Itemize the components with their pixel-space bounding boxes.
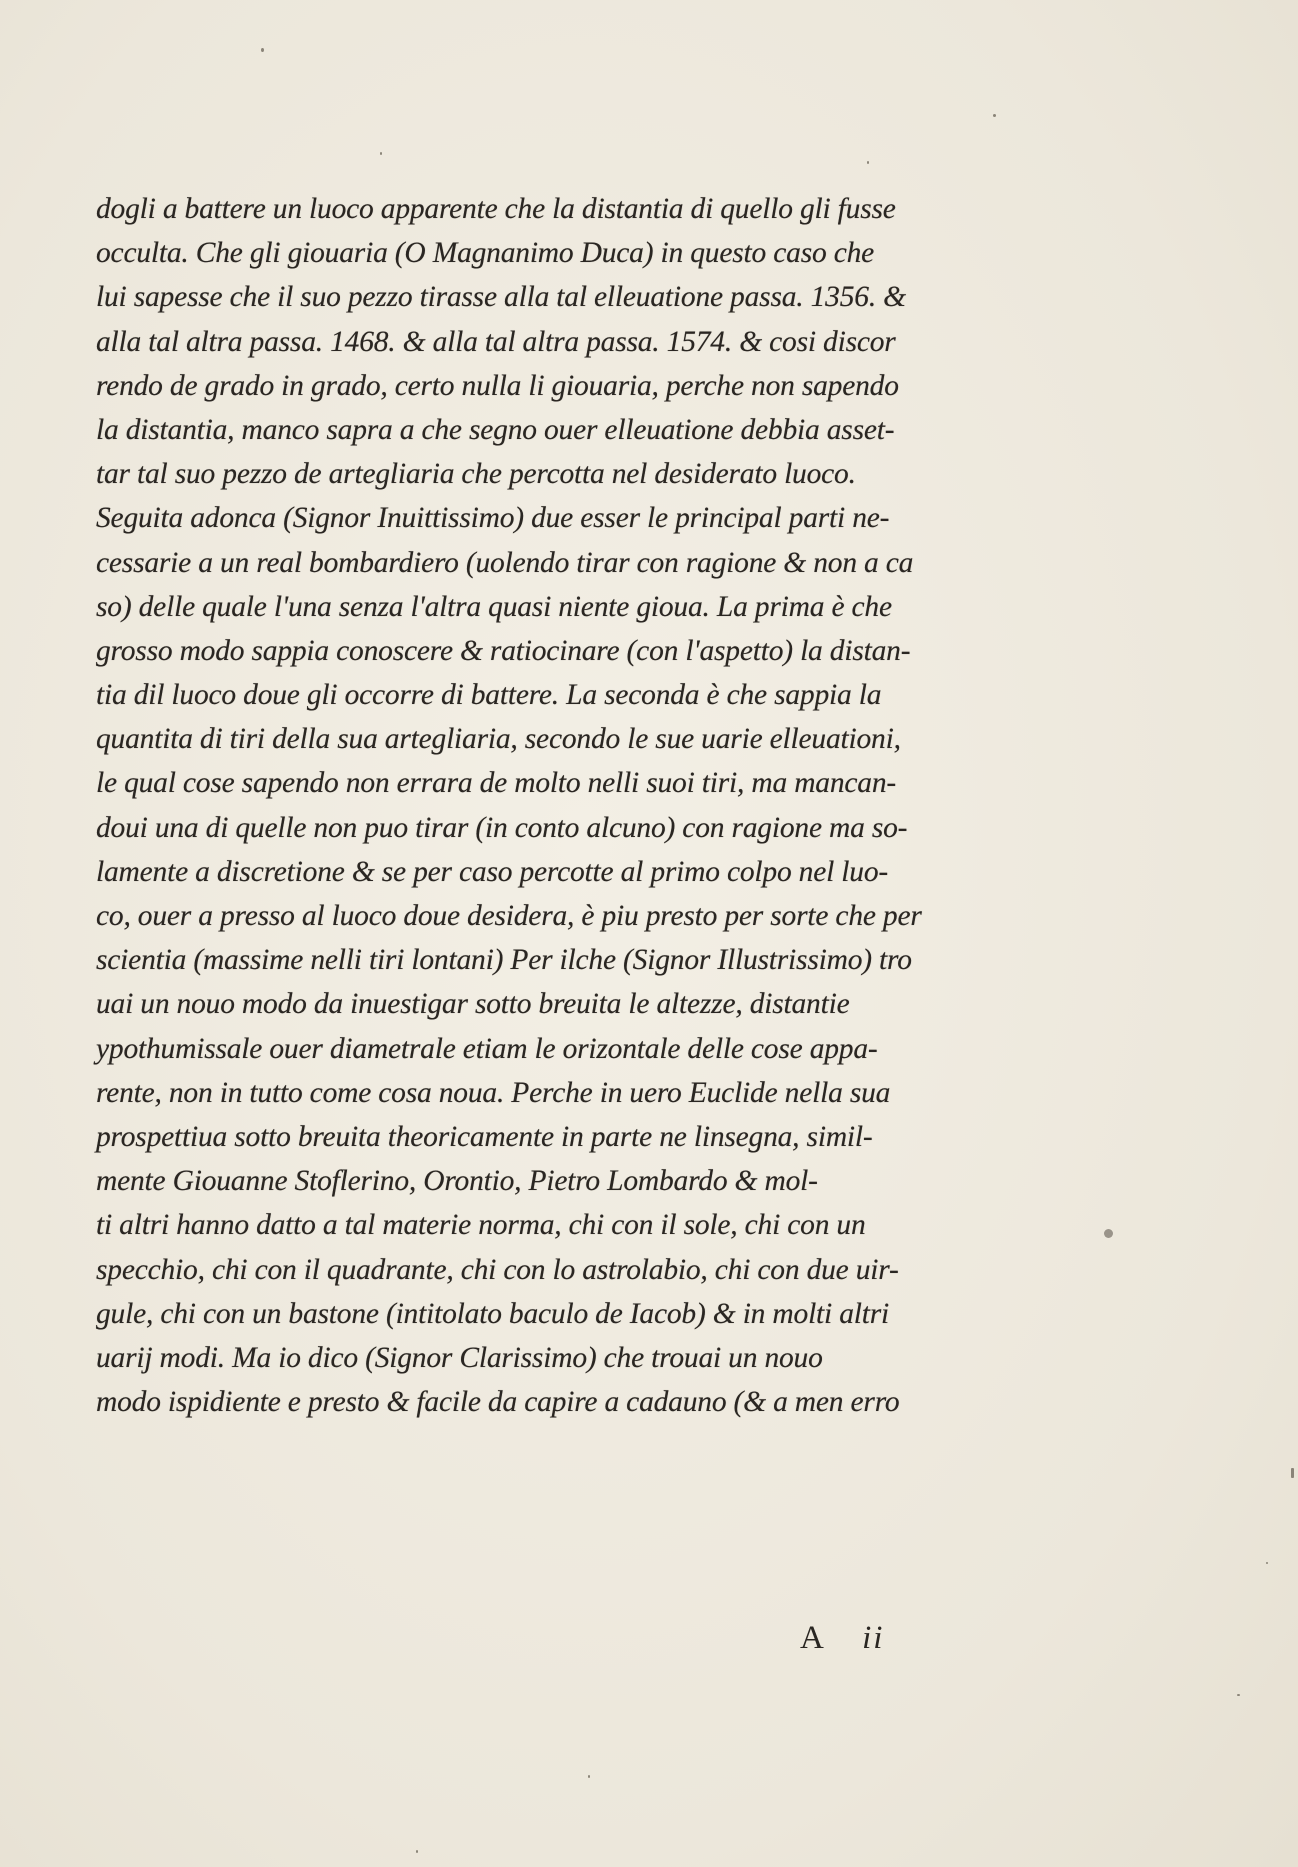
paper-speck (1237, 1694, 1240, 1696)
text-line: gule, chi con un bastone (intitolato baculo de Iacob) & in molti altri (96, 1297, 890, 1330)
text-line: dogli a battere un luoco apparente che la distantia di quello gli fusse (96, 193, 896, 225)
text-line: rente, non in tutto come cosa noua. Perche in uero Euclide nella sua (96, 1076, 891, 1109)
text-line: lui sapesse che il suo pezzo tirasse alla tal elleuatione passa. 1356. & (96, 281, 906, 314)
text-line: la distantia, manco sapra a che segno ouer elleuatione debbia asset- (96, 413, 895, 446)
text-line: cessarie a un real bombardiero (uolendo tirar con ragione & non a ca (96, 546, 914, 579)
text-line: prospettiua sotto breuita theoricamente in parte ne linsegna, simil- (96, 1120, 873, 1153)
text-line: occulta. Che gli giouaria (O Magnanimo Duca) in questo caso che (96, 237, 875, 270)
text-line: lamente a discretione & se per caso percotte al primo colpo nel luo- (96, 855, 889, 888)
text-line: specchio, chi con il quadrante, chi con lo astrolabio, chi con due uir- (96, 1253, 899, 1286)
paper-speck (380, 152, 382, 155)
text-line: tar tal suo pezzo de artegliaria che percotta nel desiderato luoco. (96, 458, 856, 491)
text-line: tia dil luoco doue gli occorre di battere. La seconda è che sappia la (96, 679, 882, 712)
text-line: ti altri hanno datto a tal materie norma, chi con il sole, chi con un (96, 1209, 866, 1242)
body-text (96, 187, 1016, 1424)
signature-number: ii (862, 1620, 885, 1656)
text-line: uarij modi. Ma io dico (Signor Clarissimo) che trouai un nouo (96, 1341, 823, 1374)
paper-speck (993, 114, 996, 117)
text-line: ypothumissale ouer diametrale etiam le orizontale delle cose appa- (96, 1032, 878, 1065)
signature-mark (800, 1620, 884, 1657)
paper-speck (1104, 1229, 1113, 1238)
paper-speck (1291, 1468, 1294, 1478)
text-line: modo ispidiente e presto & facile da capire a cadauno (& a men erro (96, 1386, 900, 1419)
text-line: rendo de grado in grado, certo nulla li giouaria, perche non sapendo (96, 369, 899, 402)
text-line: grosso modo sappia conoscere & ratiocinare (con l'aspetto) la distan- (96, 634, 911, 667)
text-line: mente Giouanne Stoflerino, Orontio, Pietro Lombardo & mol- (96, 1165, 818, 1198)
signature-letter: A (800, 1620, 826, 1656)
paper-speck (416, 1850, 418, 1853)
text-line: alla tal altra passa. 1468. & alla tal altra passa. 1574. & cosi discor (96, 325, 896, 358)
paper-speck (588, 1775, 590, 1778)
text-line: scientia (massime nelli tiri lontani) Per ilche (Signor Illustrissimo) tro (96, 944, 912, 977)
text-line: le qual cose sapendo non errara de molto nelli suoi tiri, ma mancan- (96, 767, 897, 800)
text-line: Seguita adonca (Signor Inuittissimo) due esser le principal parti ne- (96, 502, 890, 535)
text-line: co, ouer a presso al luoco doue desidera, è piu presto per sorte che per (96, 900, 922, 932)
paper-speck (261, 48, 264, 52)
text-line: doui una di quelle non puo tirar (in conto alcuno) con ragione ma so- (96, 811, 908, 844)
paper-speck (1266, 1562, 1268, 1564)
text-line: so) delle quale l'una senza l'altra quasi niente gioua. La prima è che (96, 590, 892, 623)
text-line: quantita di tiri della sua artegliaria, secondo le sue uarie elleuationi, (96, 723, 901, 756)
paper-speck (867, 161, 869, 164)
text-line: uai un nouo modo da inuestigar sotto breuita le altezze, distantie (96, 988, 850, 1021)
